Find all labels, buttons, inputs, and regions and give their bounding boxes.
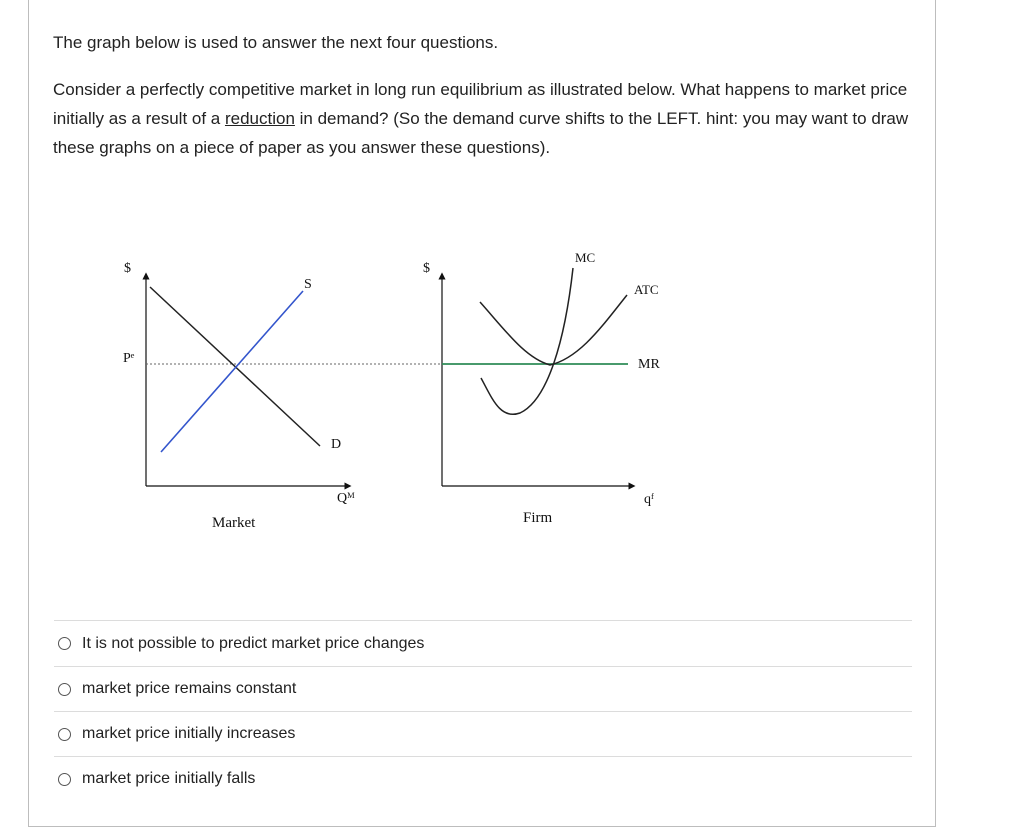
choice-initially-increases[interactable] (54, 711, 912, 756)
firm-y-axis-label: $ (423, 261, 430, 276)
question-underlined-word: reduction (224, 109, 295, 128)
firm-mc-curve (481, 268, 573, 414)
intro-text: The graph below is used to answer the next four questions. (53, 33, 499, 52)
market-graph (123, 261, 440, 531)
choice-remains-constant[interactable] (54, 666, 912, 711)
question-text-before: Consider a perfectly competitive market in long run equilibrium as illustrated below. What happens to market price initially as a result of a (53, 80, 908, 128)
choice-label: market price remains constant (82, 680, 297, 697)
choice-initially-falls[interactable] (54, 756, 912, 801)
choice-label: market price initially falls (82, 770, 256, 787)
firm-mr-label: MR (638, 357, 660, 372)
firm-atc-curve (480, 295, 627, 365)
answer-choices (54, 620, 912, 801)
market-demand-label: D (331, 437, 342, 452)
market-demand-curve (150, 287, 320, 446)
choice-unpredictable[interactable] (54, 620, 912, 666)
market-caption: Market (212, 515, 256, 531)
firm-graph (423, 250, 660, 526)
market-supply-label: S (304, 277, 312, 292)
market-supply-curve (161, 291, 303, 452)
market-y-axis-label: $ (124, 261, 131, 276)
radio-button[interactable] (58, 637, 71, 650)
firm-x-axis-label: qᶠ (644, 492, 654, 507)
market-x-axis-label: Qᴹ (337, 491, 355, 506)
firm-caption: Firm (523, 510, 553, 526)
radio-button[interactable] (58, 773, 71, 786)
firm-atc-label: ATC (634, 282, 659, 297)
firm-mc-label: MC (575, 250, 596, 265)
radio-button[interactable] (58, 683, 71, 696)
choice-label: It is not possible to predict market price changes (82, 634, 425, 652)
choice-label: market price initially increases (82, 725, 296, 742)
market-price-label: Pᵉ (123, 351, 135, 366)
radio-button[interactable] (58, 728, 71, 741)
question-text-after: in demand? (So the demand curve shifts to the LEFT. hint: you may want to draw these graphs on a piece of paper as you answer these questions). (53, 109, 909, 157)
